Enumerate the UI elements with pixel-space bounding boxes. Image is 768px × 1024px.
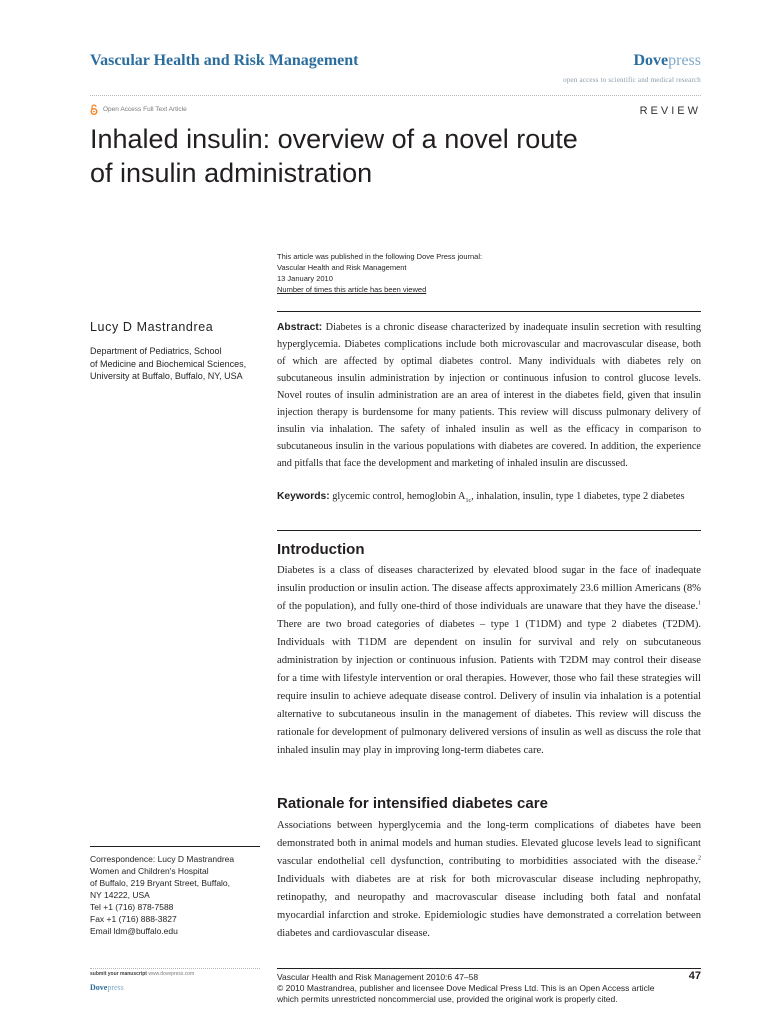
submit-manuscript-link[interactable] — [90, 971, 194, 977]
footer-dovepress-logo — [90, 983, 124, 992]
affil-line-3: University at Buffalo, Buffalo, NY, USA — [90, 371, 243, 381]
introduction-paragraph — [277, 562, 701, 760]
submit-label: submit your manuscript — [90, 971, 147, 977]
keywords — [277, 488, 701, 505]
pub-date: 13 January 2010 — [277, 274, 333, 283]
article-title — [90, 122, 650, 190]
author-affiliation — [90, 345, 275, 383]
keywords-sub: 1c — [465, 498, 472, 505]
journal-title: Vascular Health and Risk Management — [90, 52, 359, 69]
reference-1[interactable]: 1 — [698, 600, 701, 607]
footer-rule — [277, 968, 701, 969]
page-number: 47 — [688, 970, 701, 982]
corr-line-3: of Buffalo, 219 Bryant Street, Buffalo, — [90, 878, 231, 888]
keywords-text-b: , inhalation, insulin, type 1 diabetes, type 2 diabetes — [471, 491, 685, 502]
corr-line-1: Correspondence: Lucy D Mastrandrea — [90, 854, 235, 864]
abstract-text: Diabetes is a chronic disease characterized by inadequate insulin secretion with resulting hyperglycemia. Diabetes complications include both microvascular and macrovascular disease, both of which are affected by optimal diabetes control. Many individuals with diabetes rely on subcutaneous insulin administration by injection or continuous infusion to control glucose levels. Novel routes of insulin administration are an area of interest in the diabetes field, given that insulin injection therapy is burdensome for many patients. This review will discuss pulmonary delivery of insulin via inhalation. The safety of inhaled insulin as well as the efficacy in comparison to subcutaneous insulin in the various populations with diabetes are covered. In addition, the experience and pitfalls that face the development and marketing of inhaled insulin are discussed. — [277, 322, 701, 469]
rationale-text-2: Individuals with diabetes are at risk for both microvascular disease including nephropathy, retinopathy, and neuropathy and macrovascular disease including both fatal and nonfatal myocardial infarction and stroke. Epidemiologic studies have demonstrated a correlation between diabetes and cardiovascular disease. — [277, 874, 701, 939]
author-name: Lucy D Mastrandrea — [90, 320, 214, 334]
corr-line-4: NY 14222, USA — [90, 890, 150, 900]
article-type: REVIEW — [639, 105, 701, 117]
brand-tagline: open access to scientific and medical research — [563, 76, 701, 84]
corr-email[interactable]: Email ldm@buffalo.edu — [90, 926, 178, 936]
introduction-heading: Introduction — [277, 541, 365, 558]
footer-brand-dove: Dove — [90, 983, 108, 992]
rationale-heading: Rationale for intensified diabetes care — [277, 795, 548, 812]
affil-line-1: Department of Pediatrics, School — [90, 346, 222, 356]
open-access-icon — [90, 104, 98, 115]
publication-info — [277, 251, 482, 295]
rationale-paragraph — [277, 817, 701, 943]
corr-tel: Tel +1 (716) 878-7588 — [90, 902, 174, 912]
corr-line-2: Women and Children's Hospital — [90, 866, 209, 876]
title-line-2: of insulin administration — [90, 158, 373, 188]
correspondence-rule — [90, 846, 260, 847]
brand-dove: Dove — [633, 52, 669, 69]
citation-line: Vascular Health and Risk Management 2010:6 47–58 — [277, 972, 479, 982]
views-link[interactable]: Number of times this article has been viewed — [277, 285, 427, 294]
abstract — [277, 319, 701, 472]
open-access-label — [90, 104, 187, 115]
intro-text-2: There are two broad categories of diabetes – type 1 (T1DM) and type 2 diabetes (T2DM). Individuals with T1DM are dependent on insulin for survival and rely on subcutaneous administration by injection or continuous infusion. Patients with T2DM may control their disease for a time with lifestyle intervention or oral therapies. However, those who fail these strategies will require insulin to achieve adequate disease control. Delivery of insulin via inhalation is a potential alternative to subcutaneous insulin in the management of diabetes. This review will discuss the rationale for development of pulmonary delivered versions of insulin as well as discuss the role that inhaled insulin may play in improving long-term diabetes care. — [277, 619, 701, 756]
keywords-text-a: glycemic control, hemoglobin A — [332, 491, 466, 502]
rationale-text-1: Associations between hyperglycemia and the long-term complications of diabetes have been demonstrated both in animal models and human studies. Elevated glucose levels lead to significant vascular endothelial cell dysfunction, contributing to morbidities associated with the disease. — [277, 820, 701, 867]
affil-line-2: of Medicine and Biochemical Sciences, — [90, 358, 247, 369]
brand-press: press — [668, 52, 701, 69]
abstract-bottom-rule — [277, 530, 701, 531]
abstract-label: Abstract: — [277, 322, 323, 333]
pub-journal: Vascular Health and Risk Management — [277, 263, 407, 272]
intro-text-1: Diabetes is a class of diseases characterized by elevated blood sugar in the face of inadequate insulin production or insulin action. The disease affects approximately 23.6 million Americans (8% of the population), and fully one-third of those individuals are unaware that they have the disease. — [277, 565, 701, 612]
footer-left-rule — [90, 968, 260, 969]
correspondence — [90, 853, 234, 937]
footer-citation — [277, 972, 677, 1005]
footer-brand-press: press — [107, 983, 124, 992]
keywords-label: Keywords: — [277, 491, 330, 502]
license-line-1: © 2010 Mastrandrea, publisher and licensee Dove Medical Press Ltd. This is an Open Access article — [277, 983, 655, 993]
header-divider — [90, 95, 701, 96]
submit-url: www.dovepress.com — [148, 971, 195, 977]
title-line-1: Inhaled insulin: overview of a novel route — [90, 124, 578, 154]
reference-2[interactable]: 2 — [698, 855, 701, 862]
open-access-text: Open Access Full Text Article — [103, 106, 187, 113]
corr-fax: Fax +1 (716) 888-3827 — [90, 914, 177, 924]
dovepress-logo — [633, 52, 701, 70]
pub-line-1: This article was published in the following Dove Press journal: — [277, 252, 483, 261]
license-line-2: which permits unrestricted noncommercial use, provided the original work is properly cited. — [277, 994, 618, 1004]
abstract-top-rule — [277, 311, 701, 312]
